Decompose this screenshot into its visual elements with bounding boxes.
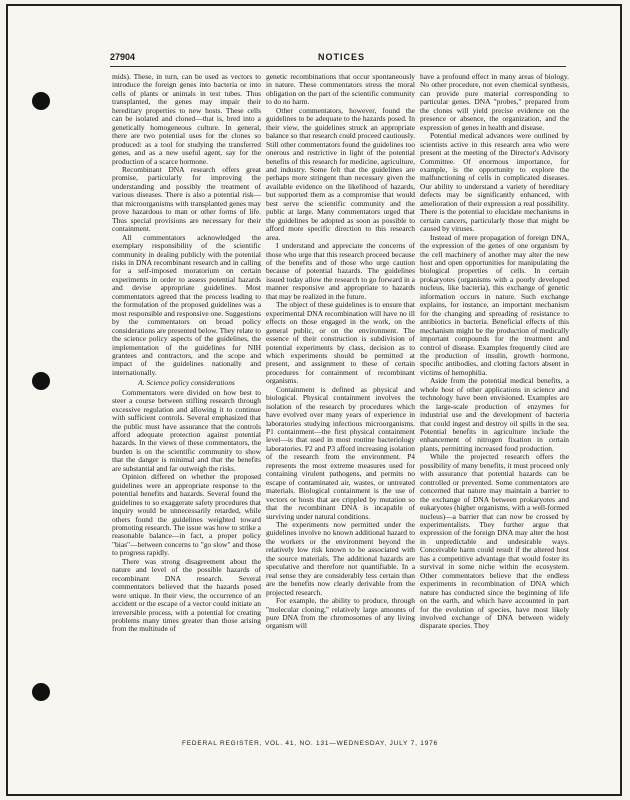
paragraph: There was strong disagreement about the nature and level of the possible hazards of recombinant DNA research. Several commentators believed that the hazards posed were unique. In their view, the occurrence of an accident or the escape of a vector could initiate an irreversible process, with a potential for creating problems many times greater than those arising from the multitude of	[112, 556, 261, 634]
paragraph: Containment is defined as physical and biological. Physical containment involves the isolation of the research by procedures which have evolved over many years of experience in laboratories studying infectious microorganisms. P1 containment—the first physical containment level—is that used in most routine bacteriology laboratories. P2 and P3 afford increasing isolation of the research from the environment. P4 represents the most extreme measures used for containing virulent pathogens, and permits no escape of contaminated air, wastes, or untreated materials. Biological containment is the use of vectors or hosts that are crippled by mutation so that the recombinant DNA is incapable of surviving under natural conditions.	[266, 384, 415, 521]
text-column-1	[112, 73, 261, 634]
paragraph: Recombinant DNA research offers great promise, particularly for improving the understanding and possibly the treatment of various diseases. There is also a potential risk—that microorganisms with transplanted genes may prove hazardous to man or other forms of life. Thus special provisions are necessary for their containment.	[112, 164, 261, 234]
page-footer: FEDERAL REGISTER, VOL. 41, NO. 131—WEDNESDAY, JULY 7, 1976	[182, 740, 438, 747]
paragraph: The object of these guidelines is to ensure that experimental DNA recombination will have no ill effects on those engaged in the work, on the general public, or on the environment. The essence of their construction is subdivision of potential experiments by class, decision as to which experiments should be permitted at present, and assignment to these of certain procedures for containment of recombinant organisms.	[266, 300, 415, 386]
paragraph: All commentators acknowledged the exemplary responsibility of the scientific community in dealing publicly with the potential risks in DNA recombinant research and in calling for a self-imposed moratorium on certain experiments in order to assess potential hazards and devise appropriate guidelines. Most commentators agreed that the process leading to the formulation of the proposed guidelines was a most responsible and responsive one. Suggestions by the commentators on broad policy considerations are presented below. They relate to the science policy aspects of the guidelines, the implementation of the guidelines for NIH grantees and contractors, and the scope and impact of the guidelines nationally and internationally.	[112, 232, 261, 377]
paragraph: Opinion differed on whether the proposed guidelines were an appropriate response to the potential benefits and hazards. Several found the guidelines to so exaggerate safety procedures that inquiry would be unnecessarily retarded, while others found the guidelines weighted toward promoting research. The issue was how to strike a reasonable balance—in fact, a proper policy "bias"—between concerns to "go slow" and those to progress rapidly.	[112, 472, 261, 558]
paragraph: Instead of mere propagation of foreign DNA, the expression of the genes of one organism by the cell machinery of another may alter the new host and open opportunities for manipulating the biological properties of cells. In certain prokaryotes (organisms with a poorly developed nucleus, like bacteria), this exchange of genetic information occurs in nature. Such exchange explains, for instance, an important mechanism for the changing and spreading of resistance to antibiotics in bacteria. Beneficial effects of this mechanism might be the production of medically important compounds for the treatment and control of disease. Examples frequently cited are the production of insulin, growth hormone, specific antibodies, and clotting factors absent in victims of hemophilia.	[420, 232, 569, 377]
section-title: NOTICES	[318, 52, 366, 62]
paragraph: For example, the ability to produce, through "molecular cloning," relatively large amounts of pure DNA from the chromosomes of any living organism will	[266, 596, 415, 631]
paragraph: Commentators were divided on how best to steer a course between stifling research through excessive regulation and allowing it to continue with sufficient controls. Several emphasized that the public must have assurance that the controls afford adequate protection against potential hazards. In the views of these commentators, the burden is on the scientific community to show that the danger is minimal and that the benefits are substantial and far outweigh the risks.	[112, 387, 261, 473]
paragraph: mids). These, in turn, can be used as vectors to introduce the foreign genes into bacteria or into cells of plants or animals in test tubes. Thus transplanted, the genes may impair their hereditary properties to new hosts. These cells can be isolated and cloned—that is, bred into a genetically homogeneous culture. In general, there are two potential uses for the clones so produced: as a tool for studying the transferred genes, and as a new useful agent, say for the production of a scarce hormone.	[112, 72, 261, 166]
paragraph: Other commentators, however, found the guidelines to be adequate to the hazards posed. In their view, the guidelines struck an appropriate balance so that research could proceed cautiously. Still other commentators found the guidelines too onerous and restrictive in light of the potential benefits of this research for medicine, agriculture, and industry. Some felt that the guidelines are perhaps more stringent than necessary given the available evidence on the likelihood of hazards, but supported them as a compromise that would best serve the scientific community and the public at large. Many commentators urged that the guidelines be adopted as soon as possible to afford more specific direction to this research area.	[266, 105, 415, 242]
text-column-3	[420, 73, 569, 631]
page-header	[110, 50, 566, 67]
paragraph: Aside from the potential medical benefits, a whole host of other applications in science and technology have been envisioned. Examples are the large-scale production of enzymes for industrial use and the development of bacteria that could ingest and destroy oil spills in the sea. Potential benefits in agriculture include the enhancement of nitrogen fixation in certain plants, permitting increased food production.	[420, 376, 569, 453]
paragraph: I understand and appreciate the concerns of those who urge that this research proceed because of the benefits and of those who urge caution because of potential hazards. The guidelines issued today allow the research to go forward in a manner responsive and appropriate to hazards that may be realized in the future.	[266, 241, 415, 301]
paragraph: While the projected research offers the possibility of many benefits, it must proceed only with assurance that potential hazards can be controlled or prevented. Some commentators are concerned that nature may maintain a barrier to the exchange of DNA between prokaryotes and eukaryotes (higher organisms, with a well-formed nucleus)—a barrier that can now be crossed by experimentalists. They further argue that expression of the foreign DNA may alter the host in unpredictable and undesirable ways. Conceivable harm could result if the altered host has a competitive advantage that would foster its survival in some niche within the ecosystem. Other commentators believe that the endless experiments in recombination of DNA which nature has conducted since the beginning of life on the earth, and which have accounted in part for the evolution of species, have most likely involved exchange of DNA between widely disparate species. They	[420, 452, 569, 631]
punch-hole	[32, 372, 50, 390]
paragraph: genetic recombinations that occur spontaneously in nature. These commentators stress the moral obligation on the part of the scientific community to do no harm.	[266, 72, 415, 107]
punch-hole	[32, 92, 50, 110]
text-column-2	[266, 73, 415, 631]
paragraph: have a profound effect in many areas of biology. No other procedure, not even chemical synthesis, can provide pure material corresponding to particular genes. DNA "probes," prepared from the clones will yield precise evidence on the presence or absence, the organization, and the expression of genes in health and disease.	[420, 72, 569, 132]
punch-hole	[32, 683, 50, 701]
paragraph: Potential medical advances were outlined by scientists active in this research area who were present at the meeting of the Director's Advisory Committee. Of enormous importance, for example, is the opportunity to explore the malfunctioning of cells in complicated diseases. Our ability to understand a variety of hereditary defects may be significantly enhanced, with amelioration of their expression a real possibility. There is the potential to elucidate mechanisms in certain cancers, particularly those that might be caused by viruses.	[420, 131, 569, 234]
paragraph: The experiments now permitted under the guidelines involve no known additional hazard to the workers or the environment beyond the relatively low risk known to be associated with the source materials. The additional hazards are speculative and therefore not quantifiable. In a real sense they are considerably less certain than are the benefits now clearly derivable from the projected research.	[266, 520, 415, 597]
page-number: 27904	[110, 52, 136, 62]
subsection-heading: A. Science policy considerations	[138, 378, 235, 388]
